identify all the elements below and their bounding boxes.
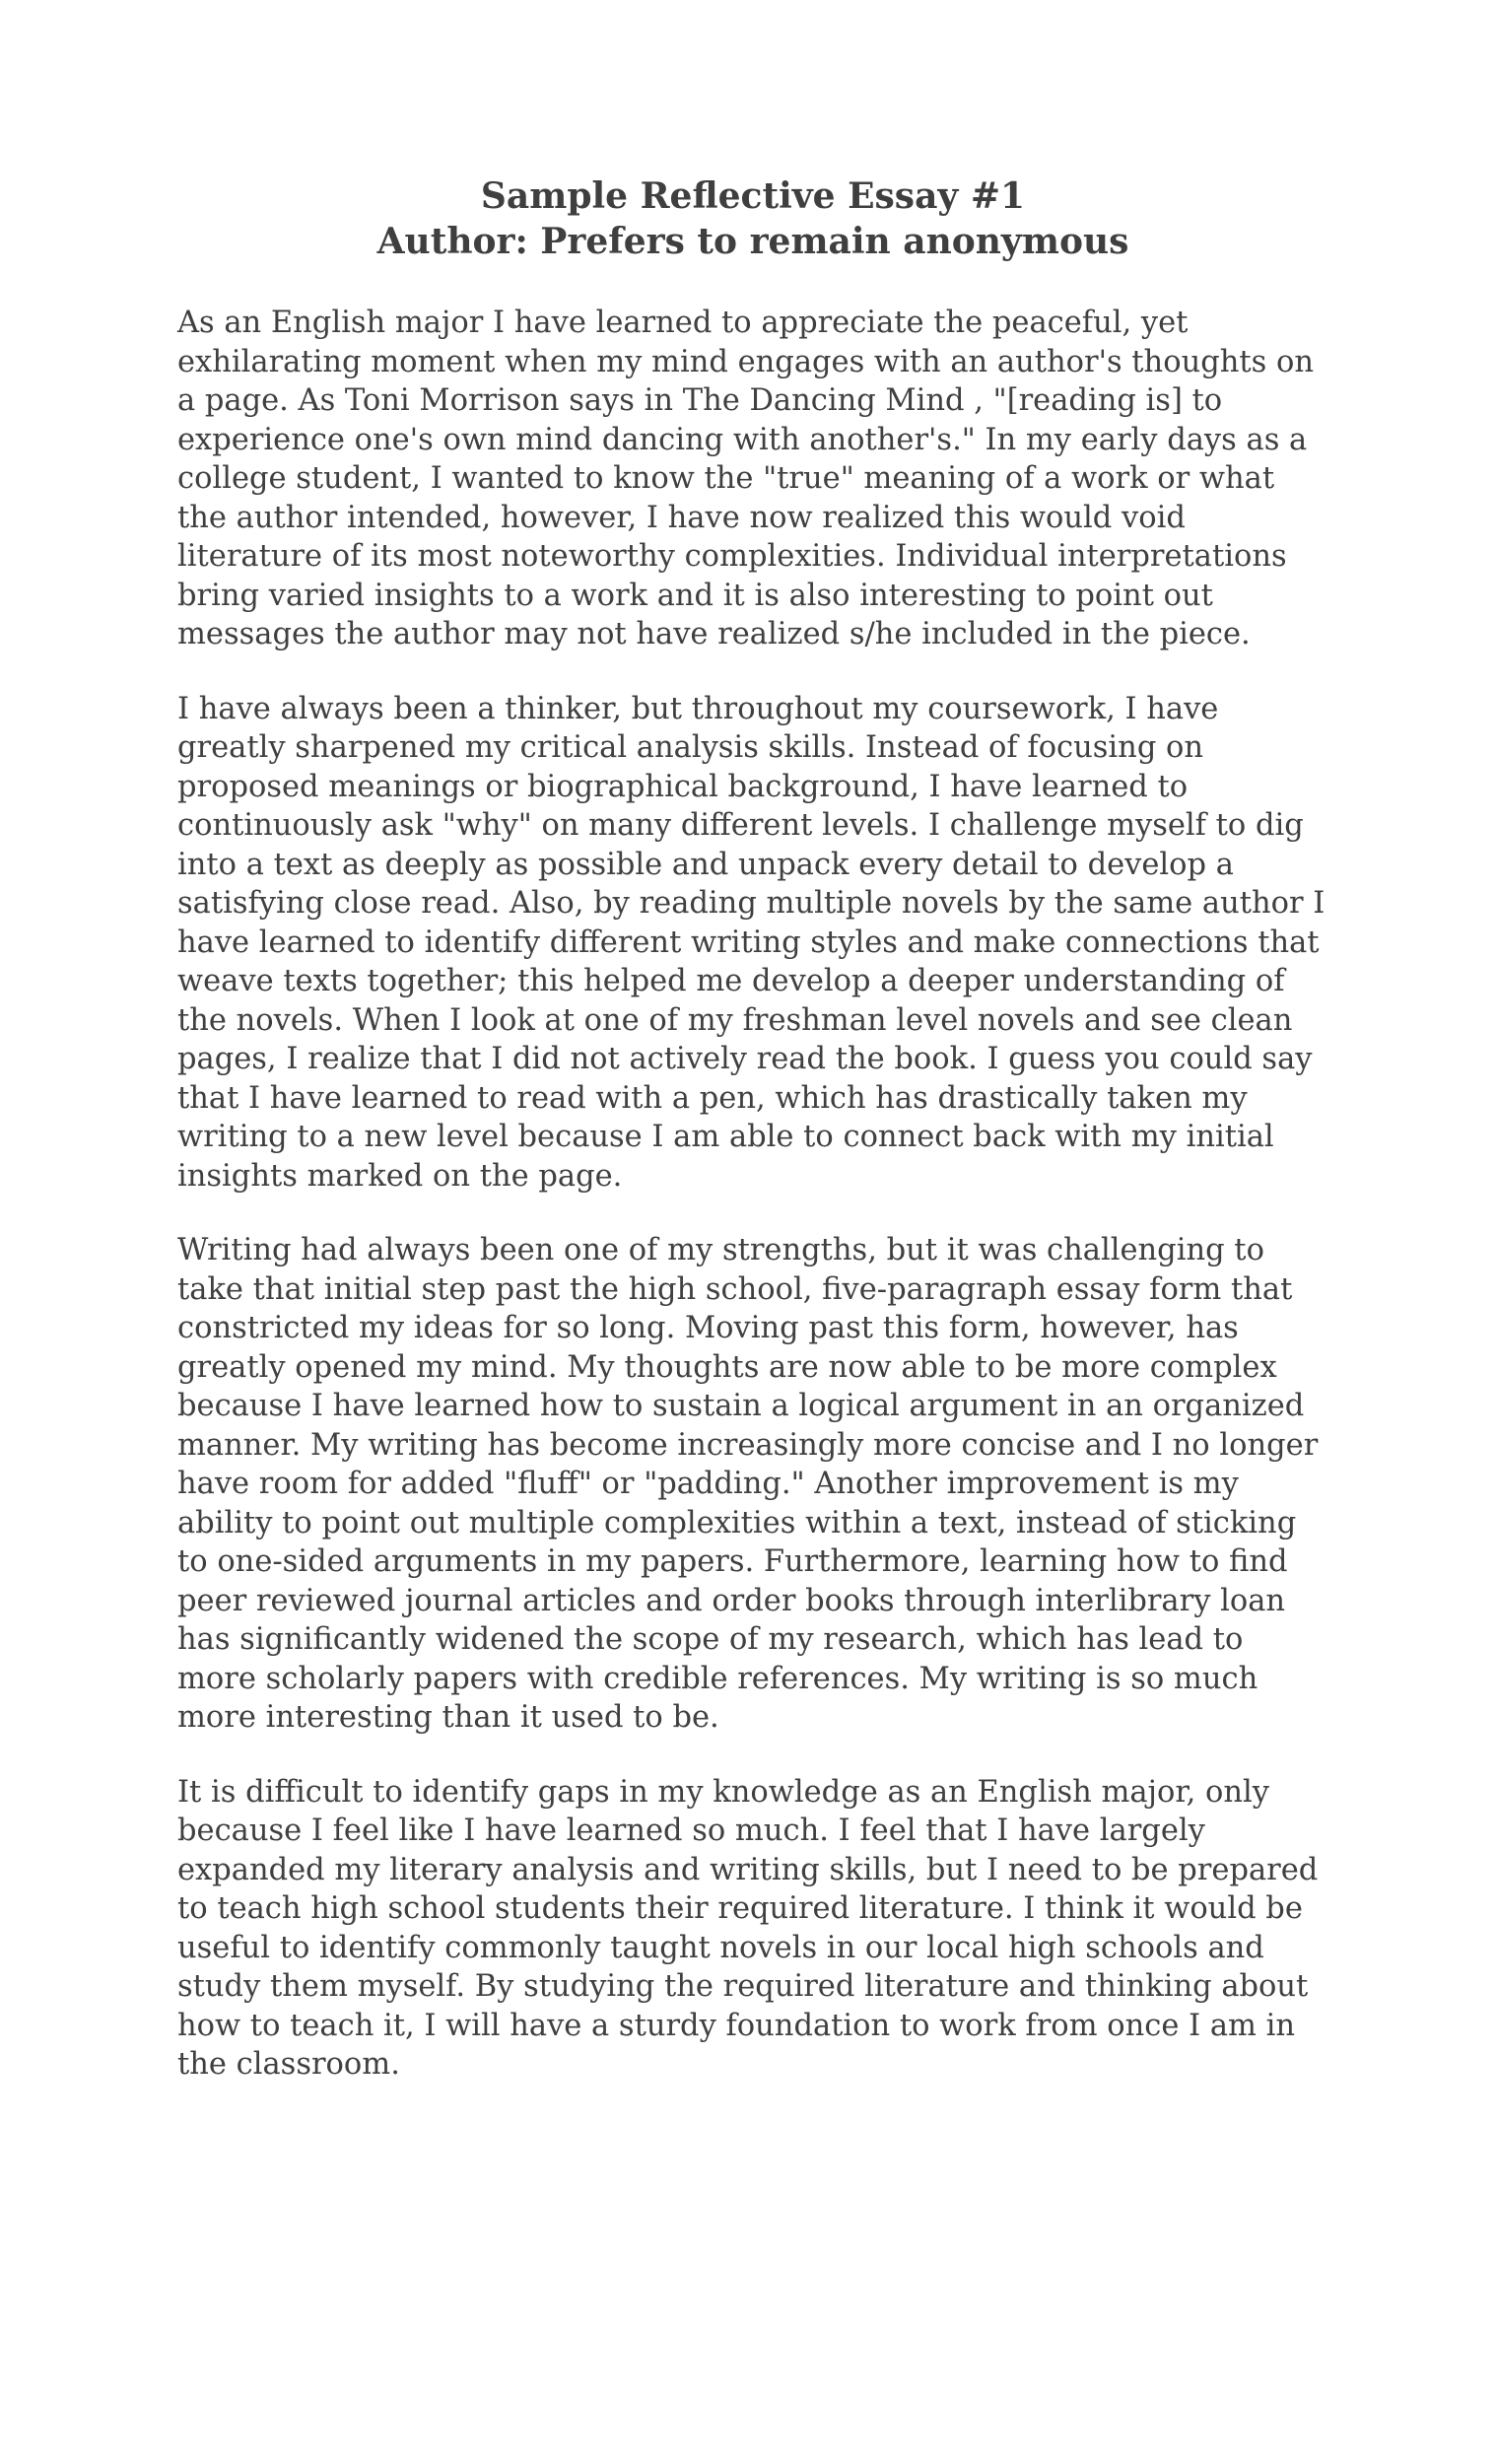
paragraph-2: I have always been a thinker, but throughout my coursework, I have greatly sharpened my critical analysis skills. Instead of focusing on proposed meanings or biographical background, I have learned to continuously ask "why" on many different levels. I challenge myself to dig into a text as deeply as possible and unpack every detail to develop a satisfying close read. Also, by reading multiple novels by the same author I have learned to identify different writing styles and make connections that weave texts together; this helped me develop a deeper understanding of the novels. When I look at one of my freshman level novels and see clean pages, I realize that I did not actively read the book. I guess you could say that I have learned to read with a pen, which has drastically taken my writing to a new level because I am able to connect back with my initial insights marked on the page.	[177, 691, 1326, 1194]
document-title: Sample Reflective Essay #1	[480, 175, 1026, 217]
paragraph-1: As an English major I have learned to appreciate the peaceful, yet exhilarating moment when my mind engages with an author's thoughts on a page. As Toni Morrison says in The Dancing Mind , "[reading is] to experience one's own mind dancing with another's." In my early days as a college student, I wanted to know the "true" meaning of a work or what the author intended, however, I have now realized this would void literature of its most noteworthy complexities. Individual interpretations bring varied insights to a work and it is also interesting to point out messages the author may not have realized s/he included in the piece.	[177, 306, 1314, 651]
title-block	[177, 173, 1328, 264]
paragraph-4: It is difficult to identify gaps in my knowledge as an English major, only because I feel like I have learned so much. I feel that I have largely expanded my literary analysis and writing skills, but I need to be prepared to teach high school students their required literature. I think it would be useful to identify commonly taught novels in our local high schools and study them myself. By studying the required literature and thinking about how to teach it, I will have a sturdy foundation to work from once I am in the classroom.	[177, 1774, 1319, 2082]
paragraph-3: Writing had always been one of my strengths, but it was challenging to take that initial step past the high school, five-paragraph essay form that constricted my ideas for so long. Moving past this form, however, has greatly opened my mind. My thoughts are now able to be more complex because I have learned how to sustain a logical argument in an organized manner. My writing has become increasingly more concise and I no longer have room for added "fluff" or "padding." Another improvement is my ability to point out multiple complexities within a text, instead of sticking to one-sided arguments in my papers. Furthermore, learning how to find peer reviewed journal articles and order books through interlibrary loan has significantly widened the scope of my research, which has lead to more scholarly papers with credible references. My writing is so much more interesting than it used to be.	[177, 1233, 1319, 1735]
essay-body	[177, 304, 1328, 2085]
document-content	[177, 173, 1328, 2120]
author-line: Author: Prefers to remain anonymous	[376, 221, 1129, 262]
